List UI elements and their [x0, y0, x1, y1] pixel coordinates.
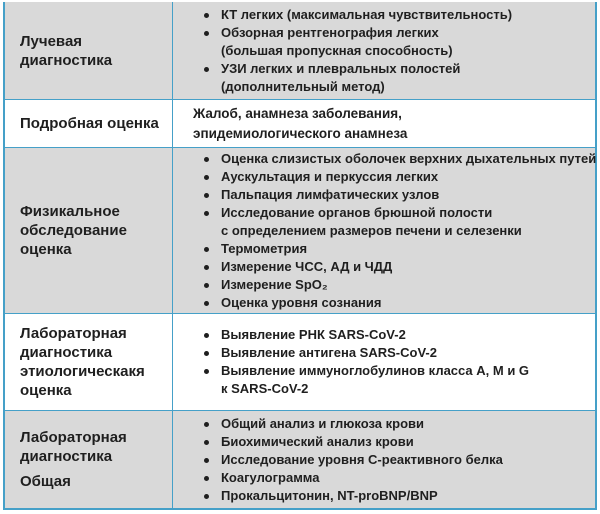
- list-item-line: Выявление иммуноглобулинов класса A, M и G: [221, 363, 530, 378]
- list-item-text: [221, 186, 439, 204]
- list-item-text: [221, 258, 392, 276]
- bullet-icon: [204, 458, 209, 463]
- row-label-line: оценка: [20, 241, 72, 258]
- list-item-line: Оценка слизистых оболочек верхних дыхательных путей: [221, 150, 597, 166]
- list-item: [204, 6, 587, 24]
- bullet-icon: [204, 476, 209, 481]
- list-item: [204, 294, 596, 312]
- table-row: [5, 2, 595, 100]
- list-item-line: (дополнительный метод): [221, 78, 385, 94]
- bullet-icon: [204, 440, 209, 445]
- list-item: [204, 415, 587, 433]
- list-item-line: Коагулограмма: [221, 469, 320, 485]
- list-item-text: [221, 150, 596, 168]
- row-label-line: диагностика: [20, 51, 113, 69]
- list-item: [204, 204, 596, 240]
- row-content: [173, 411, 595, 508]
- row-content: [173, 148, 600, 313]
- list-item-line: Пальпация лимфатических узлов: [221, 186, 440, 202]
- list-item: [193, 104, 587, 144]
- row-content: [173, 2, 595, 99]
- bullet-icon: [204, 494, 209, 499]
- list-item: [204, 258, 596, 276]
- row-label-line: Физикальное: [20, 203, 120, 220]
- row-label-line: Подробная оценка: [20, 115, 159, 132]
- list-item: [204, 150, 596, 168]
- list-item-line: Исследование уровня С-реактивного белка: [221, 451, 503, 467]
- list-item-line: Прокальцитонин, NT-proBNP/BNP: [221, 487, 438, 503]
- list-item-line: Аускультация и перкуссия легких: [221, 168, 439, 184]
- row-label-line: обследование: [20, 222, 127, 239]
- list-item-line: к SARS-CoV-2: [221, 381, 309, 396]
- list-item-line: Термометрия: [221, 240, 308, 256]
- list-item-text: [221, 204, 522, 240]
- table-row: [5, 100, 595, 148]
- list-item: [204, 433, 587, 451]
- row-label: [5, 411, 173, 508]
- row-label: [5, 148, 173, 313]
- list-item: [204, 240, 596, 258]
- list-item: [204, 469, 587, 487]
- list-item: [204, 60, 587, 96]
- list-item-line: Оценка уровня сознания: [221, 294, 382, 310]
- list-item-text: [221, 326, 406, 344]
- row-label-line: Лабораторная: [20, 325, 127, 342]
- list-item-text: [221, 240, 307, 258]
- list-item: [204, 451, 587, 469]
- bullet-icon: [204, 301, 209, 306]
- bullet-icon: [204, 13, 209, 18]
- list-item: [204, 362, 587, 398]
- bullet-icon: [204, 193, 209, 198]
- list-item-line: Измерение ЧСС, АД и ЧДД: [221, 258, 393, 274]
- list-item-text: [221, 344, 437, 362]
- row-label-line: этиологическакя: [20, 363, 145, 380]
- row-label: [5, 2, 173, 99]
- list-item-line: Обзорная рентгенография легких: [221, 24, 439, 40]
- row-content: [173, 100, 595, 147]
- bullet-icon: [204, 265, 209, 270]
- list-item-line: эпидемиологического анамнеза: [193, 125, 408, 141]
- list-item-line: Биохимический анализ крови: [221, 433, 414, 449]
- list-item: [204, 326, 587, 344]
- row-label-line: Общая: [20, 473, 71, 490]
- list-item: [204, 168, 596, 186]
- list-item-line: (большая пропускная способность): [221, 42, 453, 58]
- list-item-text: [221, 24, 453, 60]
- bullet-icon: [204, 157, 209, 162]
- list-item-text: [221, 469, 319, 487]
- list-item: [204, 344, 587, 362]
- list-item-line: КТ легких (максимальная чувствительность): [221, 6, 513, 22]
- row-label-line: диагностика: [20, 448, 113, 465]
- list-item-text: [221, 60, 460, 96]
- bullet-icon: [204, 333, 209, 338]
- row-label-line: диагностика: [20, 344, 113, 361]
- row-label-line: оценка: [20, 382, 72, 399]
- list-item-text: [221, 276, 328, 294]
- list-item-text: [221, 451, 503, 469]
- bullet-icon: [204, 175, 209, 180]
- table-row: [5, 411, 595, 508]
- list-item-text: [221, 168, 438, 186]
- bullet-icon: [204, 283, 209, 288]
- list-item-line: Измерение SpO₂: [221, 276, 328, 292]
- list-item: [204, 487, 587, 505]
- list-item-text: [221, 294, 382, 312]
- list-item-line: Жалоб, анамнеза заболевания,: [193, 105, 402, 121]
- bullet-icon: [204, 351, 209, 356]
- bullet-icon: [204, 67, 209, 72]
- list-item-line: Исследование органов брюшной полости: [221, 204, 493, 220]
- row-label: [5, 100, 173, 147]
- diagnostics-table: [3, 2, 597, 510]
- bullet-icon: [204, 422, 209, 427]
- list-item-text: [221, 415, 424, 433]
- list-item-text: [193, 104, 407, 144]
- table-row: [5, 314, 595, 411]
- table-row: [5, 148, 595, 314]
- bullet-icon: [204, 369, 209, 374]
- row-content: [173, 314, 595, 410]
- row-label-line: Лабораторная: [20, 429, 127, 446]
- bullet-icon: [204, 31, 209, 36]
- row-label: [5, 314, 173, 410]
- list-item-line: Общий анализ и глюкоза крови: [221, 415, 425, 431]
- row-label-line: Лучевая: [20, 32, 83, 50]
- list-item-text: [221, 433, 414, 451]
- list-item: [204, 24, 587, 60]
- list-item-text: [221, 487, 438, 505]
- list-item: [204, 186, 596, 204]
- list-item-line: УЗИ легких и плевральных полостей: [221, 60, 461, 76]
- bullet-icon: [204, 211, 209, 216]
- list-item-text: [221, 362, 529, 398]
- list-item: [204, 276, 596, 294]
- list-item-line: Выявление антигена SARS-CoV-2: [221, 345, 437, 360]
- list-item-line: с определением размеров печени и селезенки: [221, 222, 522, 238]
- list-item-line: Выявление РНК SARS-CoV-2: [221, 327, 406, 342]
- list-item-text: [221, 6, 512, 24]
- bullet-icon: [204, 247, 209, 252]
